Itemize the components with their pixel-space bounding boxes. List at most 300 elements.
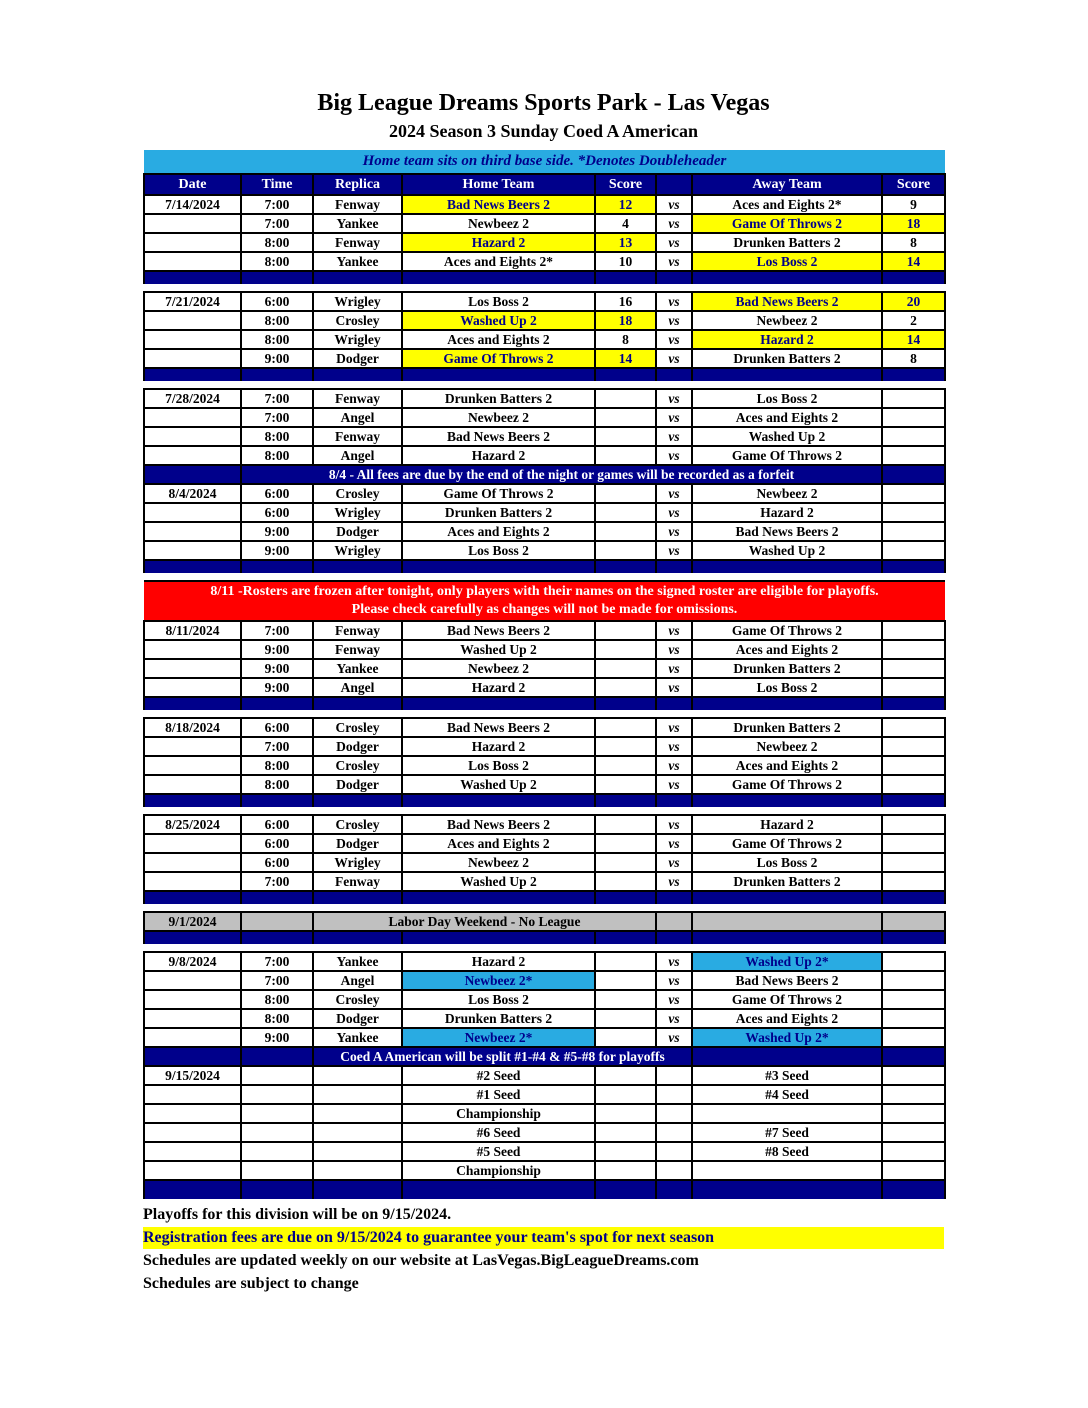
home-score-cell xyxy=(595,1028,656,1047)
away-team-cell: #7 Seed xyxy=(692,1123,882,1142)
time-cell: 8:00 xyxy=(241,446,313,465)
vs-label: vs xyxy=(656,503,692,522)
home-score-cell: 10 xyxy=(595,252,656,271)
home-team-cell: Drunken Batters 2 xyxy=(402,1009,595,1028)
game-row xyxy=(144,311,945,330)
date-cell xyxy=(144,252,241,271)
separator-cell xyxy=(656,368,692,381)
away-score-cell xyxy=(882,659,945,678)
away-score-cell xyxy=(882,756,945,775)
home-team-cell: #2 Seed xyxy=(402,1066,595,1085)
away-score-cell xyxy=(882,640,945,659)
game-row xyxy=(144,349,945,368)
game-row xyxy=(144,756,945,775)
separator-cell xyxy=(241,271,313,284)
date-cell xyxy=(144,446,241,465)
replica-cell: Yankee xyxy=(313,252,402,271)
date-cell xyxy=(144,214,241,233)
separator-cell xyxy=(882,1180,945,1199)
vs-label: vs xyxy=(656,311,692,330)
replica-cell: Angel xyxy=(313,408,402,427)
vs-label: vs xyxy=(656,427,692,446)
alert-text-line: Please check carefully as changes will not be made for omissions. xyxy=(351,602,738,617)
home-score-cell xyxy=(595,541,656,560)
date-cell xyxy=(144,775,241,794)
replica-cell: Wrigley xyxy=(313,330,402,349)
home-team-cell: Washed Up 2 xyxy=(402,311,595,330)
footer-website-line: Schedules are updated weekly on our website at LasVegas.BigLeagueDreams.com xyxy=(143,1252,699,1269)
replica-cell: Dodger xyxy=(313,522,402,541)
away-score-cell: 2 xyxy=(882,311,945,330)
vs-cell xyxy=(656,1104,692,1123)
away-score-cell xyxy=(882,522,945,541)
away-team-cell: Washed Up 2 xyxy=(692,427,882,446)
replica-cell: Crosley xyxy=(313,990,402,1009)
away-team-cell: Game Of Throws 2 xyxy=(692,990,882,1009)
home-team-cell: Championship xyxy=(402,1104,595,1123)
home-score-cell xyxy=(595,427,656,446)
away-score-cell xyxy=(882,408,945,427)
spacer-cell xyxy=(144,381,945,389)
away-team-cell: Aces and Eights 2 xyxy=(692,1009,882,1028)
home-score-cell xyxy=(595,678,656,697)
date-cell: 7/28/2024 xyxy=(144,389,241,408)
away-score-cell xyxy=(882,1123,945,1142)
away-score-cell: 20 xyxy=(882,292,945,311)
replica-cell: Dodger xyxy=(313,737,402,756)
vs-cell xyxy=(656,912,692,931)
playoff-row xyxy=(144,1066,945,1085)
away-score-cell xyxy=(882,853,945,872)
time-cell: 9:00 xyxy=(241,1028,313,1047)
home-team-cell: Drunken Batters 2 xyxy=(402,389,595,408)
home-team-cell: Game Of Throws 2 xyxy=(402,484,595,503)
home-team-cell: #5 Seed xyxy=(402,1142,595,1161)
separator-row xyxy=(144,368,945,381)
separator-cell xyxy=(144,794,241,807)
replica-cell: Dodger xyxy=(313,1009,402,1028)
col-header-away-team: Away Team xyxy=(692,174,882,195)
separator-cell xyxy=(402,271,595,284)
date-cell xyxy=(144,756,241,775)
spacer-cell xyxy=(144,573,945,581)
time-cell xyxy=(241,912,313,931)
away-team-cell xyxy=(692,1161,882,1180)
separator-cell xyxy=(882,697,945,710)
vs-label: vs xyxy=(656,872,692,891)
game-row xyxy=(144,971,945,990)
home-score-cell: 18 xyxy=(595,311,656,330)
separator-cell xyxy=(313,1180,402,1199)
separator-cell xyxy=(313,368,402,381)
home-score-cell xyxy=(595,990,656,1009)
footer xyxy=(143,1204,944,1295)
away-score-cell xyxy=(882,503,945,522)
separator-cell xyxy=(882,794,945,807)
replica-cell: Yankee xyxy=(313,1028,402,1047)
vs-cell xyxy=(656,1161,692,1180)
away-score-cell xyxy=(882,834,945,853)
separator-cell xyxy=(144,368,241,381)
away-team-cell: Bad News Beers 2 xyxy=(692,971,882,990)
home-team-cell: Bad News Beers 2 xyxy=(402,815,595,834)
away-team-cell: Drunken Batters 2 xyxy=(692,659,882,678)
date-cell xyxy=(144,503,241,522)
date-cell xyxy=(144,522,241,541)
date-cell xyxy=(144,1161,241,1180)
home-score-cell xyxy=(595,756,656,775)
date-cell xyxy=(144,659,241,678)
home-score-cell xyxy=(595,1066,656,1085)
separator-row xyxy=(144,931,945,944)
separator-cell xyxy=(656,560,692,573)
footer-registration-line: Registration fees are due on 9/15/2024 to guarantee your team's spot for next season xyxy=(143,1227,944,1249)
time-cell xyxy=(241,1123,313,1142)
date-cell xyxy=(144,872,241,891)
vs-label: vs xyxy=(656,1028,692,1047)
vs-label: vs xyxy=(656,484,692,503)
time-cell: 6:00 xyxy=(241,853,313,872)
home-team-cell: Washed Up 2 xyxy=(402,872,595,891)
date-cell xyxy=(144,1009,241,1028)
time-cell: 6:00 xyxy=(241,292,313,311)
playoff-split-note-row xyxy=(144,1047,945,1066)
separator-cell xyxy=(402,931,595,944)
away-score-cell: 8 xyxy=(882,233,945,252)
game-row xyxy=(144,678,945,697)
away-score-cell xyxy=(882,971,945,990)
vs-label: vs xyxy=(656,990,692,1009)
date-cell xyxy=(144,408,241,427)
away-team-cell: Hazard 2 xyxy=(692,503,882,522)
away-team-cell xyxy=(692,1047,882,1066)
spacer-cell xyxy=(144,904,945,912)
vs-label: vs xyxy=(656,621,692,640)
away-team-cell: Drunken Batters 2 xyxy=(692,233,882,252)
away-team-cell: Game Of Throws 2 xyxy=(692,214,882,233)
fees-note-row xyxy=(144,465,945,484)
column-header-row xyxy=(144,174,945,195)
away-team-cell xyxy=(692,912,882,931)
game-row xyxy=(144,389,945,408)
time-cell: 7:00 xyxy=(241,195,313,214)
col-header-home-team: Home Team xyxy=(402,174,595,195)
vs-label: vs xyxy=(656,952,692,971)
vs-label: vs xyxy=(656,408,692,427)
replica-cell: Angel xyxy=(313,971,402,990)
game-row xyxy=(144,640,945,659)
home-team-cell: Los Boss 2 xyxy=(402,541,595,560)
separator-cell xyxy=(144,891,241,904)
home-score-cell xyxy=(595,872,656,891)
separator-cell xyxy=(313,931,402,944)
vs-label: vs xyxy=(656,971,692,990)
alert-text xyxy=(144,581,945,621)
home-team-cell: Game Of Throws 2 xyxy=(402,349,595,368)
date-cell: 8/11/2024 xyxy=(144,621,241,640)
away-score-cell xyxy=(882,465,945,484)
playoff-row xyxy=(144,1123,945,1142)
date-cell xyxy=(144,640,241,659)
separator-cell xyxy=(595,560,656,573)
banner-note: Home team sits on third base side. *Denotes Doubleheader xyxy=(144,150,945,174)
game-row xyxy=(144,292,945,311)
separator-cell xyxy=(241,891,313,904)
replica-cell: Fenway xyxy=(313,427,402,446)
vs-label: vs xyxy=(656,718,692,737)
home-score-cell xyxy=(595,522,656,541)
separator-cell xyxy=(402,1180,595,1199)
away-score-cell xyxy=(882,541,945,560)
home-team-cell: Newbeez 2* xyxy=(402,1028,595,1047)
game-row xyxy=(144,1028,945,1047)
home-team-cell: Washed Up 2 xyxy=(402,640,595,659)
away-team-cell: #8 Seed xyxy=(692,1142,882,1161)
away-team-cell: Bad News Beers 2 xyxy=(692,522,882,541)
separator-cell xyxy=(692,560,882,573)
alert-text-line: 8/11 -Rosters are frozen after tonight, only players with their names on the signed roster are eligible for playoffs. xyxy=(210,584,879,599)
replica-cell: Wrigley xyxy=(313,853,402,872)
away-team-cell: Aces and Eights 2 xyxy=(692,408,882,427)
away-score-cell xyxy=(882,1028,945,1047)
game-row xyxy=(144,737,945,756)
time-cell: 8:00 xyxy=(241,427,313,446)
time-cell: 7:00 xyxy=(241,952,313,971)
away-team-cell: Aces and Eights 2 xyxy=(692,756,882,775)
away-score-cell xyxy=(882,990,945,1009)
col-header-time: Time xyxy=(241,174,313,195)
home-score-cell xyxy=(595,446,656,465)
time-cell: 7:00 xyxy=(241,737,313,756)
separator-cell xyxy=(882,271,945,284)
vs-label: vs xyxy=(656,252,692,271)
playoff-row xyxy=(144,1142,945,1161)
game-row xyxy=(144,522,945,541)
home-team-cell: Newbeez 2 xyxy=(402,214,595,233)
spacer-row xyxy=(144,944,945,952)
separator-cell xyxy=(402,560,595,573)
home-score-cell xyxy=(595,737,656,756)
replica-cell: Wrigley xyxy=(313,503,402,522)
footer-playoffs-line: Playoffs for this division will be on 9/15/2024. xyxy=(143,1206,452,1223)
home-score-cell xyxy=(595,389,656,408)
away-score-cell xyxy=(882,815,945,834)
time-cell xyxy=(241,1047,313,1066)
time-cell: 6:00 xyxy=(241,834,313,853)
vs-label: vs xyxy=(656,233,692,252)
col-header-away-score: Score xyxy=(882,174,945,195)
game-row xyxy=(144,214,945,233)
separator-cell xyxy=(241,368,313,381)
vs-label: vs xyxy=(656,834,692,853)
home-team-cell: Aces and Eights 2 xyxy=(402,330,595,349)
away-score-cell: 18 xyxy=(882,214,945,233)
away-team-cell: Bad News Beers 2 xyxy=(692,292,882,311)
away-team-cell: Newbeez 2 xyxy=(692,311,882,330)
away-team-cell: Game Of Throws 2 xyxy=(692,834,882,853)
separator-cell xyxy=(595,891,656,904)
time-cell xyxy=(241,1142,313,1161)
date-cell xyxy=(144,330,241,349)
home-team-cell: Hazard 2 xyxy=(402,233,595,252)
spacer-row xyxy=(144,573,945,581)
home-score-cell xyxy=(595,971,656,990)
away-score-cell xyxy=(882,484,945,503)
vs-label: vs xyxy=(656,522,692,541)
time-cell: 8:00 xyxy=(241,775,313,794)
separator-cell xyxy=(313,560,402,573)
replica-cell: Dodger xyxy=(313,349,402,368)
home-score-cell xyxy=(595,408,656,427)
home-score-cell: 16 xyxy=(595,292,656,311)
date-cell: 7/14/2024 xyxy=(144,195,241,214)
separator-cell xyxy=(692,271,882,284)
date-cell xyxy=(144,678,241,697)
home-team-cell: Hazard 2 xyxy=(402,678,595,697)
replica-cell: Fenway xyxy=(313,640,402,659)
home-score-cell xyxy=(595,659,656,678)
separator-cell xyxy=(882,560,945,573)
home-score-cell xyxy=(595,815,656,834)
replica-cell: Angel xyxy=(313,446,402,465)
banner-row xyxy=(144,150,945,174)
away-team-cell: Washed Up 2 xyxy=(692,541,882,560)
game-row xyxy=(144,427,945,446)
col-header-vs xyxy=(656,174,692,195)
away-team-cell: Newbeez 2 xyxy=(692,484,882,503)
away-score-cell xyxy=(882,1161,945,1180)
date-cell: 9/15/2024 xyxy=(144,1066,241,1085)
time-cell: 9:00 xyxy=(241,659,313,678)
date-cell xyxy=(144,349,241,368)
roster-freeze-alert-row xyxy=(144,581,945,621)
separator-cell xyxy=(241,1180,313,1199)
spacer-cell xyxy=(144,944,945,952)
game-row xyxy=(144,330,945,349)
time-cell xyxy=(241,1161,313,1180)
away-score-cell: 14 xyxy=(882,252,945,271)
time-cell: 9:00 xyxy=(241,640,313,659)
time-cell: 6:00 xyxy=(241,718,313,737)
spacer-row xyxy=(144,381,945,389)
separator-cell xyxy=(313,271,402,284)
time-cell: 9:00 xyxy=(241,678,313,697)
home-team-cell: Washed Up 2 xyxy=(402,775,595,794)
home-team-cell: Newbeez 2 xyxy=(402,659,595,678)
holiday-text: Labor Day Weekend - No League xyxy=(313,912,656,931)
footer-subject-to-change-line: Schedules are subject to change xyxy=(143,1275,359,1292)
home-team-cell: Bad News Beers 2 xyxy=(402,195,595,214)
home-score-cell: 12 xyxy=(595,195,656,214)
home-score-cell: 8 xyxy=(595,330,656,349)
replica-cell: Dodger xyxy=(313,834,402,853)
game-row xyxy=(144,503,945,522)
home-score-cell xyxy=(595,640,656,659)
home-score-cell: 13 xyxy=(595,233,656,252)
vs-label: vs xyxy=(656,541,692,560)
away-score-cell xyxy=(882,1142,945,1161)
away-score-cell xyxy=(882,389,945,408)
date-cell xyxy=(144,1047,241,1066)
away-team-cell: Aces and Eights 2* xyxy=(692,195,882,214)
replica-cell: Fenway xyxy=(313,195,402,214)
game-row xyxy=(144,252,945,271)
replica-cell: Crosley xyxy=(313,756,402,775)
replica-cell xyxy=(313,1142,402,1161)
home-score-cell xyxy=(595,1085,656,1104)
vs-label: vs xyxy=(656,853,692,872)
game-row xyxy=(144,659,945,678)
away-team-cell: Game Of Throws 2 xyxy=(692,446,882,465)
separator-cell xyxy=(241,794,313,807)
separator-cell xyxy=(882,931,945,944)
separator-cell xyxy=(656,794,692,807)
separator-row xyxy=(144,697,945,710)
replica-cell: Wrigley xyxy=(313,292,402,311)
replica-cell: Fenway xyxy=(313,621,402,640)
home-team-cell: Los Boss 2 xyxy=(402,990,595,1009)
home-score-cell xyxy=(595,621,656,640)
replica-cell: Angel xyxy=(313,678,402,697)
away-team-cell: Hazard 2 xyxy=(692,815,882,834)
home-team-cell: Newbeez 2* xyxy=(402,971,595,990)
separator-cell xyxy=(656,931,692,944)
replica-cell: Yankee xyxy=(313,659,402,678)
home-team-cell: Bad News Beers 2 xyxy=(402,718,595,737)
home-team-cell: Hazard 2 xyxy=(402,446,595,465)
away-team-cell: Los Boss 2 xyxy=(692,853,882,872)
vs-label: vs xyxy=(656,640,692,659)
away-score-cell xyxy=(882,737,945,756)
separator-cell xyxy=(402,697,595,710)
separator-cell xyxy=(595,1180,656,1199)
home-team-cell: Aces and Eights 2* xyxy=(402,252,595,271)
date-cell: 8/18/2024 xyxy=(144,718,241,737)
time-cell: 8:00 xyxy=(241,330,313,349)
spacer-cell xyxy=(144,807,945,815)
separator-cell xyxy=(656,891,692,904)
replica-cell: Dodger xyxy=(313,775,402,794)
game-row xyxy=(144,446,945,465)
separator-cell xyxy=(313,794,402,807)
time-cell: 6:00 xyxy=(241,815,313,834)
home-team-cell: Los Boss 2 xyxy=(402,292,595,311)
separator-cell xyxy=(595,931,656,944)
separator-cell xyxy=(692,794,882,807)
away-team-cell: #3 Seed xyxy=(692,1066,882,1085)
col-header-replica: Replica xyxy=(313,174,402,195)
time-cell: 8:00 xyxy=(241,233,313,252)
separator-cell xyxy=(692,891,882,904)
away-team-cell: Washed Up 2* xyxy=(692,952,882,971)
date-cell xyxy=(144,465,241,484)
home-score-cell xyxy=(595,1123,656,1142)
note-text: Coed A American will be split #1-#4 & #5-#8 for playoffs xyxy=(313,1047,692,1066)
date-cell xyxy=(144,427,241,446)
col-header-date: Date xyxy=(144,174,241,195)
vs-label: vs xyxy=(656,446,692,465)
time-cell: 9:00 xyxy=(241,522,313,541)
time-cell: 8:00 xyxy=(241,252,313,271)
spacer-row xyxy=(144,284,945,292)
home-team-cell: Los Boss 2 xyxy=(402,756,595,775)
separator-cell xyxy=(144,560,241,573)
replica-cell: Fenway xyxy=(313,233,402,252)
game-row xyxy=(144,872,945,891)
time-cell: 7:00 xyxy=(241,872,313,891)
home-team-cell: #6 Seed xyxy=(402,1123,595,1142)
date-cell xyxy=(144,1104,241,1123)
